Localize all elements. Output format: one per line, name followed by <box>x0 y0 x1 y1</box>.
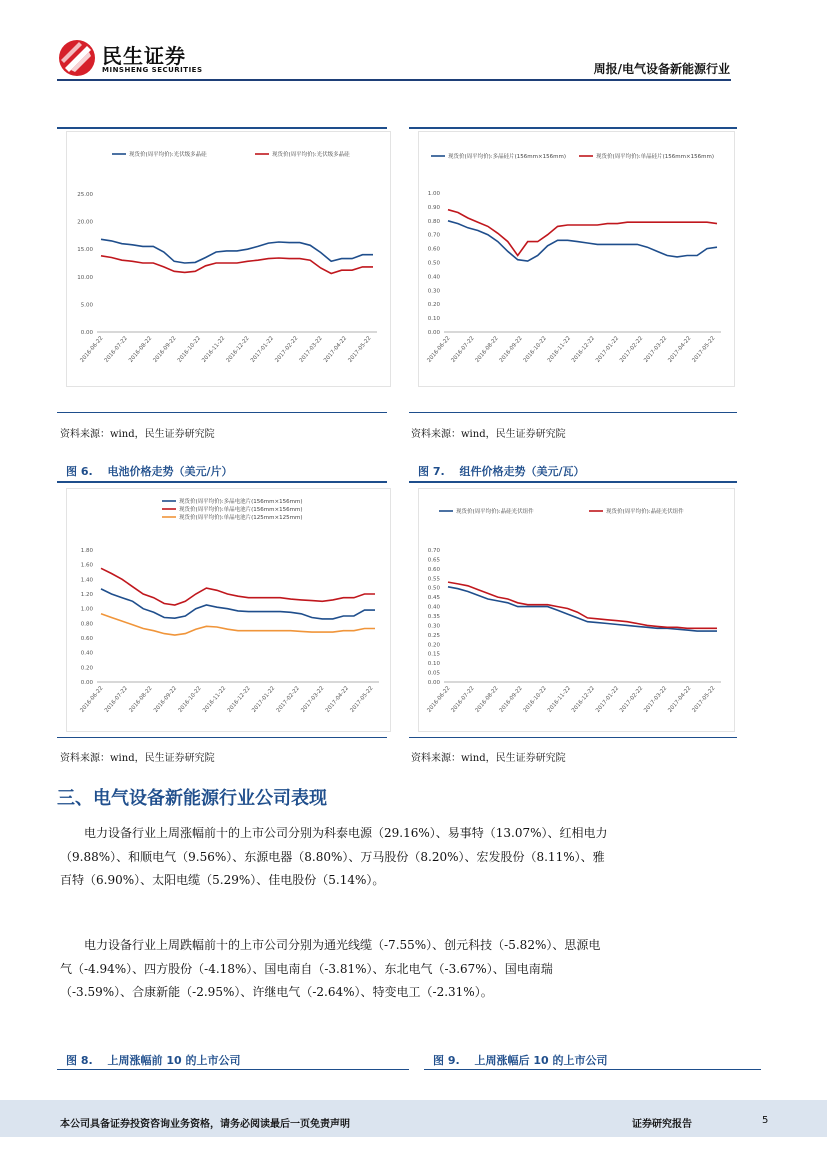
series-line <box>101 614 375 635</box>
panel-top-rule <box>409 127 737 129</box>
x-tick-label: 2016-10-22 <box>176 335 202 364</box>
y-tick-label: 0.10 <box>427 316 440 323</box>
x-tick-label: 2016-08-22 <box>128 685 154 714</box>
y-tick-label: 0.60 <box>427 566 440 573</box>
series-line <box>448 582 717 628</box>
y-tick-label: 15.00 <box>77 247 93 254</box>
x-tick-label: 2017-02-22 <box>619 335 645 364</box>
paragraph-gainers: 电力设备行业上周涨幅前十的上市公司分别为科泰电源（29.16%）、易事特（13.07%）、红相电力（9.88%）、和顺电气（9.56%）、东源电器（8.80%）、万马股份（8.20%）、宏发股份（8.11%）、雅百特（6.90%）、太阳电缆（5.29%）、佳电股份（5.14%）。 <box>60 826 608 887</box>
y-tick-label: 10.00 <box>77 274 93 281</box>
company-name: 民生证券 <box>102 44 186 68</box>
legend-label: 现货价(周平均价):晶硅光伏组件 <box>456 509 534 515</box>
source-note: 资料来源：wind，民生证券研究院 <box>60 753 215 764</box>
x-tick-label: 2016-08-22 <box>128 335 154 364</box>
y-tick-label: 0.80 <box>427 218 440 225</box>
y-tick-label: 1.40 <box>80 577 93 584</box>
panel-bottom-rule <box>409 412 737 413</box>
legend-label: 现货价(周平均价):单晶电池片(125mm×125mm) <box>179 515 303 521</box>
y-tick-label: 0.70 <box>427 232 440 239</box>
x-tick-label: 2017-05-22 <box>691 335 717 364</box>
x-tick-label: 2017-02-22 <box>274 335 300 364</box>
y-tick-label: 0.60 <box>80 636 93 642</box>
y-tick-label: 0.25 <box>427 632 440 639</box>
y-tick-label: 0.00 <box>80 330 93 336</box>
legend-label: 现货价(周平均价):多晶硅片(156mm×156mm) <box>448 154 566 160</box>
y-tick-label: 0.00 <box>427 680 440 686</box>
figure-8-title: 图 8. 上周涨幅前 10 的上市公司 <box>66 1054 241 1067</box>
x-tick-label: 2016-11-22 <box>202 685 228 714</box>
series-line <box>448 210 717 256</box>
panel-bottom-rule <box>409 737 737 738</box>
y-tick-label: 1.60 <box>80 562 93 569</box>
x-tick-label: 2017-01-22 <box>249 335 276 364</box>
x-tick-label: 2017-01-22 <box>595 685 621 714</box>
y-tick-label: 0.20 <box>80 665 93 672</box>
figure-9-title: 图 9. 上周涨幅后 10 的上市公司 <box>433 1054 608 1067</box>
x-tick-label: 2016-12-22 <box>570 685 597 714</box>
x-tick-label: 2016-10-22 <box>177 685 203 714</box>
x-tick-label: 2017-05-22 <box>349 685 375 714</box>
x-tick-label: 2016-07-22 <box>103 335 129 364</box>
legend-label: 现货价(周平均价):单晶电池片(156mm×156mm) <box>179 507 303 513</box>
series-line <box>101 256 373 274</box>
panel-bottom-rule <box>57 737 387 738</box>
company-name-en: MINSHENG SECURITIES <box>102 66 203 74</box>
section-title: 三、电气设备新能源行业公司表现 <box>57 788 327 809</box>
x-tick-label: 2016-09-22 <box>498 335 524 364</box>
footer-doc-type: 证券研究报告 <box>632 1119 692 1130</box>
x-tick-label: 2017-03-22 <box>643 335 669 364</box>
x-tick-label: 2016-09-22 <box>152 335 178 364</box>
x-tick-label: 2016-12-22 <box>226 685 252 714</box>
x-tick-label: 2016-11-22 <box>201 335 227 364</box>
y-tick-label: 0.00 <box>427 330 440 336</box>
y-tick-label: 0.65 <box>427 557 440 564</box>
x-tick-label: 2016-06-22 <box>426 335 452 364</box>
y-tick-label: 0.40 <box>427 274 440 281</box>
x-tick-label: 2017-04-22 <box>323 335 349 364</box>
chart-cell-price <box>66 488 391 732</box>
y-tick-label: 20.00 <box>77 219 93 226</box>
header-rule <box>57 79 731 81</box>
y-tick-label: 25.00 <box>77 192 93 198</box>
chart-polysilicon-svg <box>67 132 390 386</box>
x-tick-label: 2017-02-22 <box>275 685 301 714</box>
x-tick-label: 2016-09-22 <box>498 685 524 714</box>
x-tick-label: 2016-06-22 <box>79 335 105 364</box>
y-tick-label: 0.40 <box>80 650 93 657</box>
x-tick-label: 2016-08-22 <box>474 685 500 714</box>
chart-wafer-svg <box>419 132 734 386</box>
series-line <box>101 568 375 605</box>
x-tick-label: 2017-04-22 <box>667 685 693 714</box>
x-tick-label: 2016-06-22 <box>79 685 105 714</box>
panel-top-rule <box>57 481 387 483</box>
chart-module-price <box>418 488 735 732</box>
y-tick-label: 0.20 <box>427 642 440 649</box>
x-tick-label: 2016-10-22 <box>522 685 548 714</box>
y-tick-label: 5.00 <box>80 302 93 309</box>
y-tick-label: 0.80 <box>80 621 93 628</box>
x-tick-label: 2016-07-22 <box>450 685 476 714</box>
y-tick-label: 0.40 <box>427 604 440 611</box>
x-tick-label: 2017-04-22 <box>667 335 693 364</box>
panel-top-rule <box>409 481 737 483</box>
y-tick-label: 1.00 <box>80 606 93 613</box>
panel-bottom-rule <box>57 412 387 413</box>
y-tick-label: 0.30 <box>427 623 440 630</box>
chart-polysilicon <box>66 131 391 387</box>
legend-label: 现货价(周平均价):光伏级多晶硅 <box>272 152 350 158</box>
x-tick-label: 2017-03-22 <box>300 685 326 714</box>
x-tick-label: 2017-01-22 <box>251 685 277 714</box>
x-tick-label: 2017-02-22 <box>619 685 645 714</box>
paragraph-losers: 电力设备行业上周跌幅前十的上市公司分别为通光线缆（-7.55%）、创元科技（-5.82%）、思源电气（-4.94%）、四方股份（-4.18%）、国电南自（-3.81%）、东北电气（-3.67%）、国电南瑞（-3.59%）、合康新能（-2.95%）、许继电气（-2.64%）、特变电工（-2.31%）。 <box>60 938 601 999</box>
y-tick-label: 0.60 <box>427 246 440 253</box>
x-tick-label: 2016-11-22 <box>546 685 572 714</box>
x-tick-label: 2016-10-22 <box>522 335 548 364</box>
figure-6-title: 图 6. 电池价格走势（美元/片） <box>66 465 233 478</box>
y-tick-label: 0.10 <box>427 661 440 668</box>
x-tick-label: 2017-03-22 <box>298 335 324 364</box>
x-tick-label: 2016-07-22 <box>103 685 130 714</box>
source-note: 资料来源：wind，民生证券研究院 <box>60 429 215 440</box>
page-number: 5 <box>762 1115 769 1126</box>
y-tick-label: 0.15 <box>427 651 440 658</box>
source-note: 资料来源：wind，民生证券研究院 <box>411 753 566 764</box>
y-tick-label: 0.50 <box>427 585 440 592</box>
legend-label: 现货价(周平均价):多晶电池片(156mm×156mm) <box>179 499 303 505</box>
figure-8-rule <box>57 1069 409 1070</box>
x-tick-label: 2016-07-22 <box>450 335 476 364</box>
x-tick-label: 2016-06-22 <box>426 685 452 714</box>
source-note: 资料来源：wind，民生证券研究院 <box>411 429 566 440</box>
y-tick-label: 1.20 <box>80 592 93 598</box>
y-tick-label: 0.50 <box>427 260 440 267</box>
chart-cell-price-svg <box>67 489 390 731</box>
x-tick-label: 2016-09-22 <box>153 685 179 714</box>
y-tick-label: 0.35 <box>427 614 440 620</box>
chart-module-price-svg <box>419 489 734 731</box>
x-tick-label: 2016-12-22 <box>570 335 597 364</box>
x-tick-label: 2016-08-22 <box>474 335 500 364</box>
y-tick-label: 0.00 <box>80 680 93 686</box>
panel-top-rule <box>57 127 387 129</box>
figure-7-title: 图 7. 组件价格走势（美元/瓦） <box>418 465 585 478</box>
footer-disclaimer: 本公司具备证券投资咨询业务资格，请务必阅读最后一页免责声明 <box>60 1119 350 1130</box>
legend-label: 现货价(周平均价):光伏级多晶硅 <box>129 152 207 158</box>
y-tick-label: 1.80 <box>80 548 93 554</box>
chart-wafer <box>418 131 735 387</box>
x-tick-label: 2017-05-22 <box>691 685 717 714</box>
y-tick-label: 0.70 <box>427 548 440 554</box>
legend-label: 现货价(周平均价):单晶硅片(156mm×156mm) <box>596 154 714 160</box>
company-logo <box>57 38 101 78</box>
x-tick-label: 2016-12-22 <box>225 335 251 364</box>
figure-9-rule <box>424 1069 761 1070</box>
x-tick-label: 2017-05-22 <box>347 335 373 364</box>
x-tick-label: 2017-03-22 <box>643 685 669 714</box>
y-tick-label: 0.55 <box>427 576 440 583</box>
y-tick-label: 0.45 <box>427 595 440 602</box>
x-tick-label: 2016-11-22 <box>546 335 572 364</box>
x-tick-label: 2017-01-22 <box>595 335 621 364</box>
legend-label: 现货价(周平均价):晶硅光伏组件 <box>606 509 684 515</box>
report-category: 周报/电气设备新能源行业 <box>593 62 730 76</box>
series-line <box>101 239 373 263</box>
x-tick-label: 2017-04-22 <box>324 685 350 714</box>
y-tick-label: 0.05 <box>427 670 440 677</box>
y-tick-label: 0.90 <box>427 204 440 211</box>
y-tick-label: 0.30 <box>427 288 440 295</box>
y-tick-label: 0.20 <box>427 302 440 309</box>
y-tick-label: 1.00 <box>427 191 440 197</box>
